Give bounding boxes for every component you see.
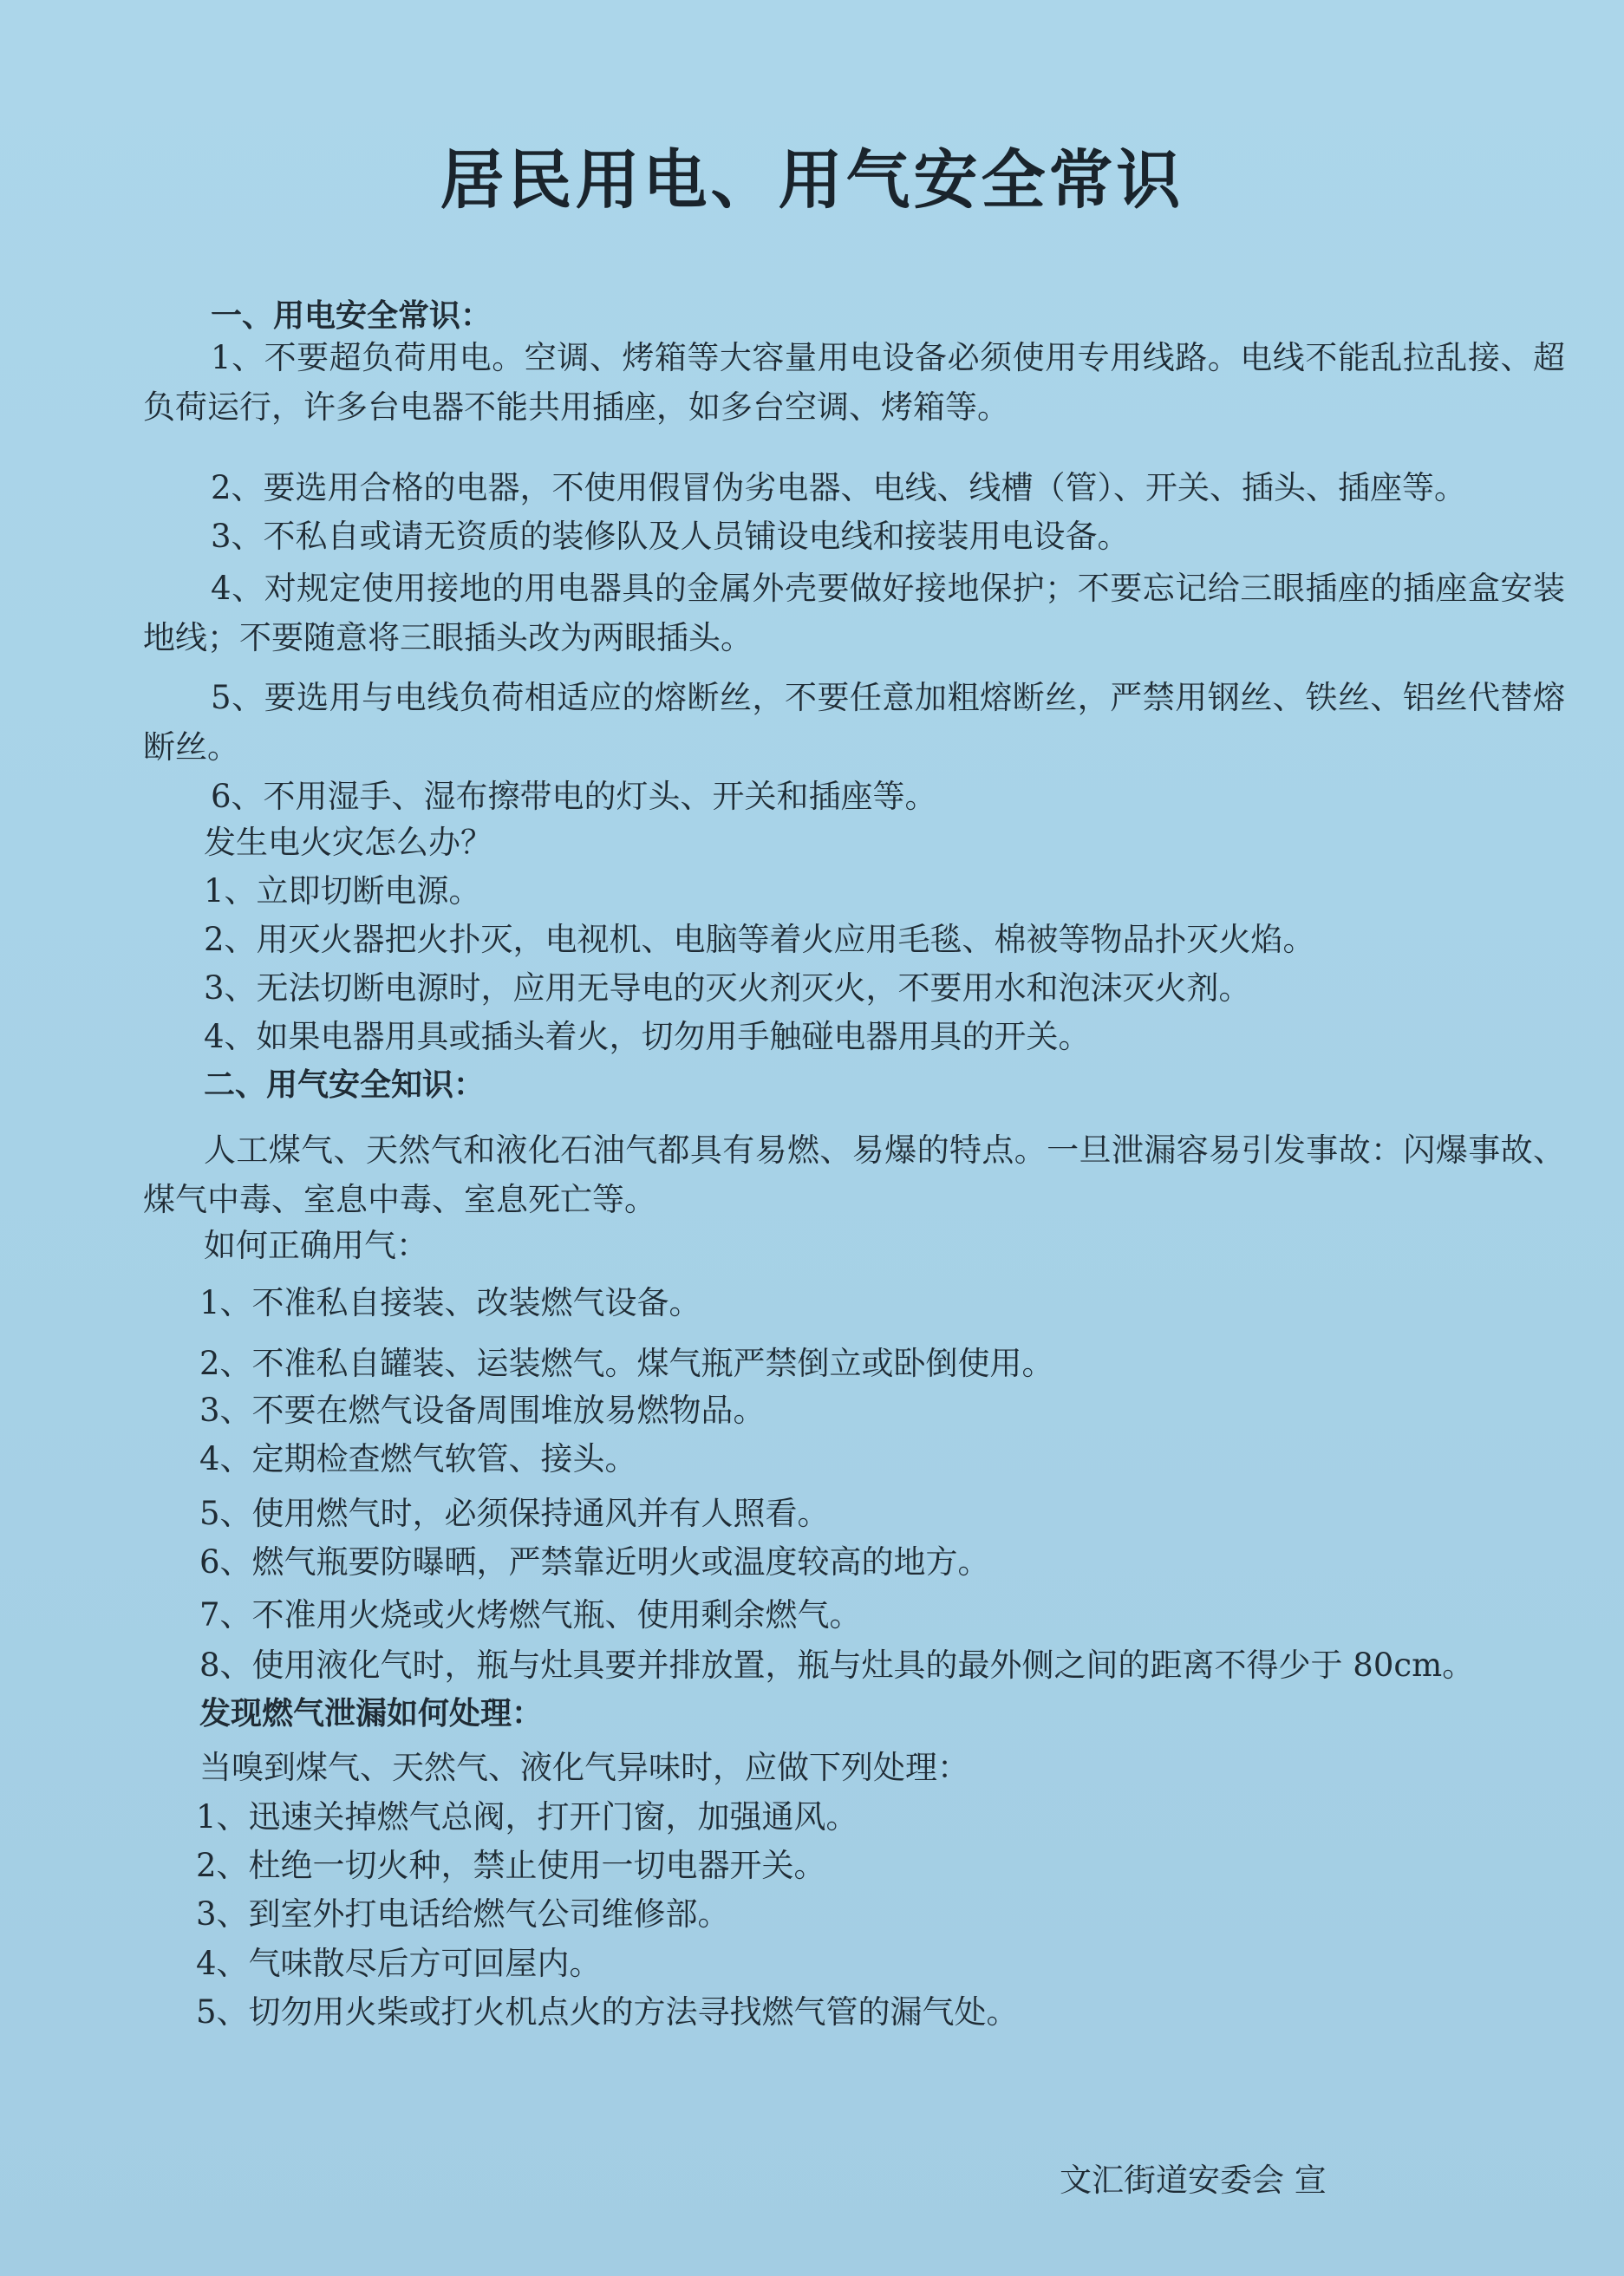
usage-item-3: 3、不要在燃气设备周围堆放易燃物品。 xyxy=(199,1392,766,1429)
leak-intro: 当嗅到煤气、天然气、液化气异味时，应做下列处理： xyxy=(199,1749,969,1786)
leak-item-3: 3、到室外打电话给燃气公司维修部。 xyxy=(196,1895,730,1933)
fire-item-4: 4、如果电器用具或插头着火，切勿用手触碰电器用具的开关。 xyxy=(204,1018,1091,1055)
leak-item-2: 2、杜绝一切火种，禁止使用一切电器开关。 xyxy=(196,1847,826,1884)
section1-item-1: 1、不要超负荷用电。空调、烤箱等大容量用电设备必须使用专用线路。电线不能乱拉乱接、超负荷运行，许多台电器不能共用插座，如多台空调、烤箱等。 xyxy=(143,339,1565,426)
usage-item-6: 6、燃气瓶要防曝晒，严禁靠近明火或温度较高的地方。 xyxy=(199,1543,990,1581)
usage-item-8: 8、使用液化气时，瓶与灶具要并排放置，瓶与灶具的最外侧之间的距离不得少于 80cm。 xyxy=(199,1647,1475,1684)
section2-intro: 人工煤气、天然气和液化石油气都具有易燃、易爆的特点。一旦泄漏容易引发事故：闪爆事故、煤气中毒、室息中毒、室息死亡等。 xyxy=(143,1131,1565,1218)
section2-heading: 二、用气安全知识： xyxy=(204,1067,486,1103)
usage-item-2: 2、不准私自罐装、运装燃气。煤气瓶严禁倒立或卧倒使用。 xyxy=(199,1345,1054,1382)
leak-heading: 发现燃气泄漏如何处理： xyxy=(199,1696,544,1731)
section1-item-6: 6、不用湿手、湿布擦带电的灯头、开关和插座等。 xyxy=(211,778,937,815)
fire-item-3: 3、无法切断电源时，应用无导电的灭火剂灭火，不要用水和泡沫灭火剂。 xyxy=(204,969,1251,1007)
leak-item-1: 1、迅速关掉燃气总阀，打开门窗，加强通风。 xyxy=(196,1798,858,1836)
usage-item-5: 5、使用燃气时，必须保持通风并有人照看。 xyxy=(199,1495,830,1532)
section1-item-5: 5、要选用与电线负荷相适应的熔断丝，不要任意加粗熔断丝，严禁用钢丝、铁丝、铝丝代替熔断丝。 xyxy=(143,679,1565,766)
fire-item-1: 1、立即切断电源。 xyxy=(204,872,481,910)
usage-item-1: 1、不准私自接装、改装燃气设备。 xyxy=(199,1284,701,1321)
fire-question: 发生电火灾怎么办？ xyxy=(204,824,492,861)
signature: 文汇街道安委会 宣 xyxy=(1060,2162,1327,2199)
usage-question: 如何正确用气： xyxy=(204,1227,428,1264)
section1-item-3: 3、不私自或请无资质的装修队及人员铺设电线和接装用电设备。 xyxy=(211,518,1130,555)
leak-item-4: 4、气味散尽后方可回屋内。 xyxy=(196,1945,602,1982)
usage-item-7: 7、不准用火烧或火烤燃气瓶、使用剩余燃气。 xyxy=(199,1596,862,1634)
section1-item-2: 2、要选用合格的电器，不使用假冒伪劣电器、电线、线槽（管）、开关、插头、插座等。 xyxy=(211,469,1467,506)
fire-item-2: 2、用灭火器把火扑灭，电视机、电脑等着火应用毛毯、棉被等物品扑灭火焰。 xyxy=(204,921,1315,958)
section1-item-4: 4、对规定使用接地的用电器具的金属外壳要做好接地保护；不要忘记给三眼插座的插座盒安装地线；不要随意将三眼插头改为两眼插头。 xyxy=(143,570,1565,656)
usage-item-4: 4、定期检查燃气软管、接头。 xyxy=(199,1440,637,1477)
document-title: 居民用电、用气安全常识 xyxy=(440,143,1184,218)
leak-item-5: 5、切勿用火柴或打火机点火的方法寻找燃气管的漏气处。 xyxy=(196,1993,1019,2031)
section1-heading: 一、用电安全常识： xyxy=(211,298,492,334)
